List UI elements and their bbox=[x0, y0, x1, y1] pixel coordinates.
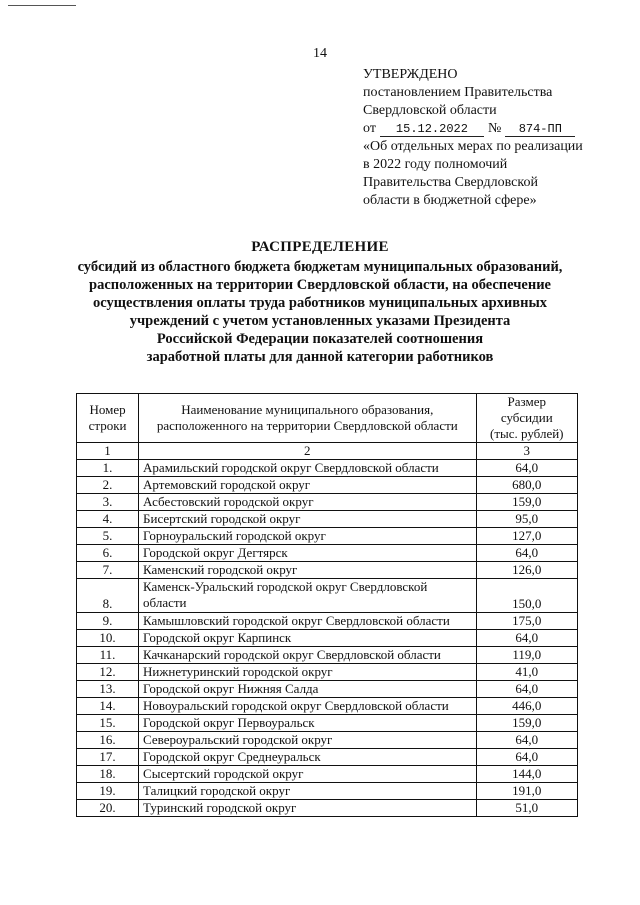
approval-line-1: постановлением Правительства bbox=[363, 85, 553, 100]
table-row bbox=[77, 766, 578, 783]
header-text: расположенного на территории Свердловской области bbox=[156, 418, 458, 433]
top-rule bbox=[8, 5, 76, 6]
title-line: заработной платы для данной категории работников bbox=[146, 349, 494, 365]
table-row bbox=[77, 460, 578, 477]
table-row bbox=[77, 528, 578, 545]
table-row bbox=[77, 494, 578, 511]
title-line: учреждений с учетом установленных указами Президента bbox=[129, 313, 511, 329]
municipality-name: Каменский городской округ bbox=[139, 562, 476, 579]
approval-subject-line: в 2022 году полномочий bbox=[363, 157, 508, 172]
table-row bbox=[77, 664, 578, 681]
subsidy-table bbox=[76, 393, 578, 817]
row-number: 3. bbox=[77, 494, 139, 511]
subsidy-amount: 680,0 bbox=[476, 477, 577, 494]
column-index: 3 bbox=[476, 443, 577, 460]
table-row bbox=[77, 647, 578, 664]
subsidy-amount: 64,0 bbox=[476, 749, 577, 766]
header-row-number bbox=[77, 394, 139, 443]
title-line: Российской Федерации показателей соотношения bbox=[156, 331, 484, 347]
table-row bbox=[77, 715, 578, 732]
header-text: (тыс. рублей) bbox=[490, 426, 564, 441]
header-text: Номер bbox=[89, 402, 126, 417]
row-number: 17. bbox=[77, 749, 139, 766]
subsidy-amount: 144,0 bbox=[476, 766, 577, 783]
table-row bbox=[77, 800, 578, 817]
row-number: 8. bbox=[77, 579, 139, 613]
row-number: 15. bbox=[77, 715, 139, 732]
header-text: Наименование муниципального образования, bbox=[181, 402, 434, 417]
subsidy-amount: 126,0 bbox=[476, 562, 577, 579]
municipality-name: Камышловский городской округ Свердловской области bbox=[139, 613, 476, 630]
subsidy-amount: 64,0 bbox=[476, 460, 577, 477]
table-row bbox=[77, 579, 578, 613]
table-row bbox=[77, 732, 578, 749]
table-row bbox=[77, 477, 578, 494]
subsidy-amount: 41,0 bbox=[476, 664, 577, 681]
row-number: 10. bbox=[77, 630, 139, 647]
municipality-name: Городской округ Первоуральск bbox=[139, 715, 476, 732]
municipality-name: Городской округ Среднеуральск bbox=[139, 749, 476, 766]
subsidy-amount: 95,0 bbox=[476, 511, 577, 528]
document-heading: РАСПРЕДЕЛЕНИЕ bbox=[251, 239, 389, 255]
table-row bbox=[77, 698, 578, 715]
row-number: 1. bbox=[77, 460, 139, 477]
row-number: 20. bbox=[77, 800, 139, 817]
table-row bbox=[77, 562, 578, 579]
table-row bbox=[77, 783, 578, 800]
subsidy-amount: 64,0 bbox=[476, 545, 577, 562]
page-number: 14 bbox=[313, 46, 327, 61]
subsidy-amount: 64,0 bbox=[476, 630, 577, 647]
subsidy-amount: 64,0 bbox=[476, 732, 577, 749]
approval-block bbox=[363, 66, 623, 210]
row-number: 16. bbox=[77, 732, 139, 749]
row-number: 6. bbox=[77, 545, 139, 562]
subsidy-amount: 175,0 bbox=[476, 613, 577, 630]
header-municipality bbox=[139, 394, 476, 443]
approval-date-line bbox=[363, 120, 623, 138]
row-number: 18. bbox=[77, 766, 139, 783]
header-text: строки bbox=[88, 418, 127, 433]
municipality-name: Арамильский городской округ Свердловской области bbox=[139, 460, 476, 477]
municipality-name: Туринский городской округ bbox=[139, 800, 476, 817]
subsidy-amount: 446,0 bbox=[476, 698, 577, 715]
municipality-name: Нижнетуринский городской округ bbox=[139, 664, 476, 681]
approval-subject-line: области в бюджетной сфере» bbox=[363, 193, 537, 208]
table-row bbox=[77, 630, 578, 647]
approval-line-2: Свердловской области bbox=[363, 103, 497, 118]
title-line: расположенных на территории Свердловской области, на обеспечение bbox=[89, 277, 551, 293]
subsidy-amount: 51,0 bbox=[476, 800, 577, 817]
table-row bbox=[77, 545, 578, 562]
column-index: 1 bbox=[77, 443, 139, 460]
row-number: 13. bbox=[77, 681, 139, 698]
approval-subject-line: Правительства Свердловской bbox=[363, 175, 538, 190]
row-number: 2. bbox=[77, 477, 139, 494]
approval-from-label: от bbox=[363, 121, 376, 136]
subsidy-amount: 159,0 bbox=[476, 494, 577, 511]
municipality-name: Качканарский городской округ Свердловской области bbox=[139, 647, 476, 664]
row-number: 5. bbox=[77, 528, 139, 545]
approval-number: 874-ПП bbox=[505, 122, 575, 137]
table-header-row bbox=[77, 394, 578, 443]
header-text: Размер субсидии bbox=[500, 394, 553, 425]
municipality-name: Артемовский городской округ bbox=[139, 477, 476, 494]
municipality-name: Городской округ Карпинск bbox=[139, 630, 476, 647]
municipality-name: Городской округ Дегтярск bbox=[139, 545, 476, 562]
row-number: 9. bbox=[77, 613, 139, 630]
document-title bbox=[20, 238, 620, 366]
subsidy-amount: 159,0 bbox=[476, 715, 577, 732]
table-row bbox=[77, 749, 578, 766]
row-number: 7. bbox=[77, 562, 139, 579]
title-line: осуществления оплаты труда работников муниципальных архивных bbox=[92, 295, 548, 311]
approval-title: УТВЕРЖДЕНО bbox=[363, 67, 458, 82]
subsidy-amount: 191,0 bbox=[476, 783, 577, 800]
subsidy-amount: 64,0 bbox=[476, 681, 577, 698]
approval-number-label: № bbox=[487, 121, 502, 136]
row-number: 19. bbox=[77, 783, 139, 800]
table-row bbox=[77, 613, 578, 630]
title-line: субсидий из областного бюджета бюджетам муниципальных образований, bbox=[77, 259, 563, 275]
subsidy-amount: 127,0 bbox=[476, 528, 577, 545]
table-row bbox=[77, 681, 578, 698]
municipality-name: Сысертский городской округ bbox=[139, 766, 476, 783]
row-number: 4. bbox=[77, 511, 139, 528]
municipality-name: Талицкий городской округ bbox=[139, 783, 476, 800]
column-index-row bbox=[77, 443, 578, 460]
municipality-name: Бисертский городской округ bbox=[139, 511, 476, 528]
table-row bbox=[77, 511, 578, 528]
municipality-name: Городской округ Нижняя Салда bbox=[139, 681, 476, 698]
municipality-name: Каменск-Уральский городской округ Свердловской области bbox=[139, 579, 476, 613]
municipality-name: Североуральский городской округ bbox=[139, 732, 476, 749]
subsidy-amount: 119,0 bbox=[476, 647, 577, 664]
municipality-name: Новоуральский городской округ Свердловской области bbox=[139, 698, 476, 715]
column-index: 2 bbox=[139, 443, 476, 460]
approval-date: 15.12.2022 bbox=[380, 122, 484, 137]
subsidy-amount: 150,0 bbox=[476, 579, 577, 613]
row-number: 12. bbox=[77, 664, 139, 681]
municipality-name: Горноуральский городской округ bbox=[139, 528, 476, 545]
municipality-name: Асбестовский городской округ bbox=[139, 494, 476, 511]
header-amount bbox=[476, 394, 577, 443]
approval-subject-line: «Об отдельных мерах по реализации bbox=[363, 139, 583, 154]
row-number: 14. bbox=[77, 698, 139, 715]
row-number: 11. bbox=[77, 647, 139, 664]
